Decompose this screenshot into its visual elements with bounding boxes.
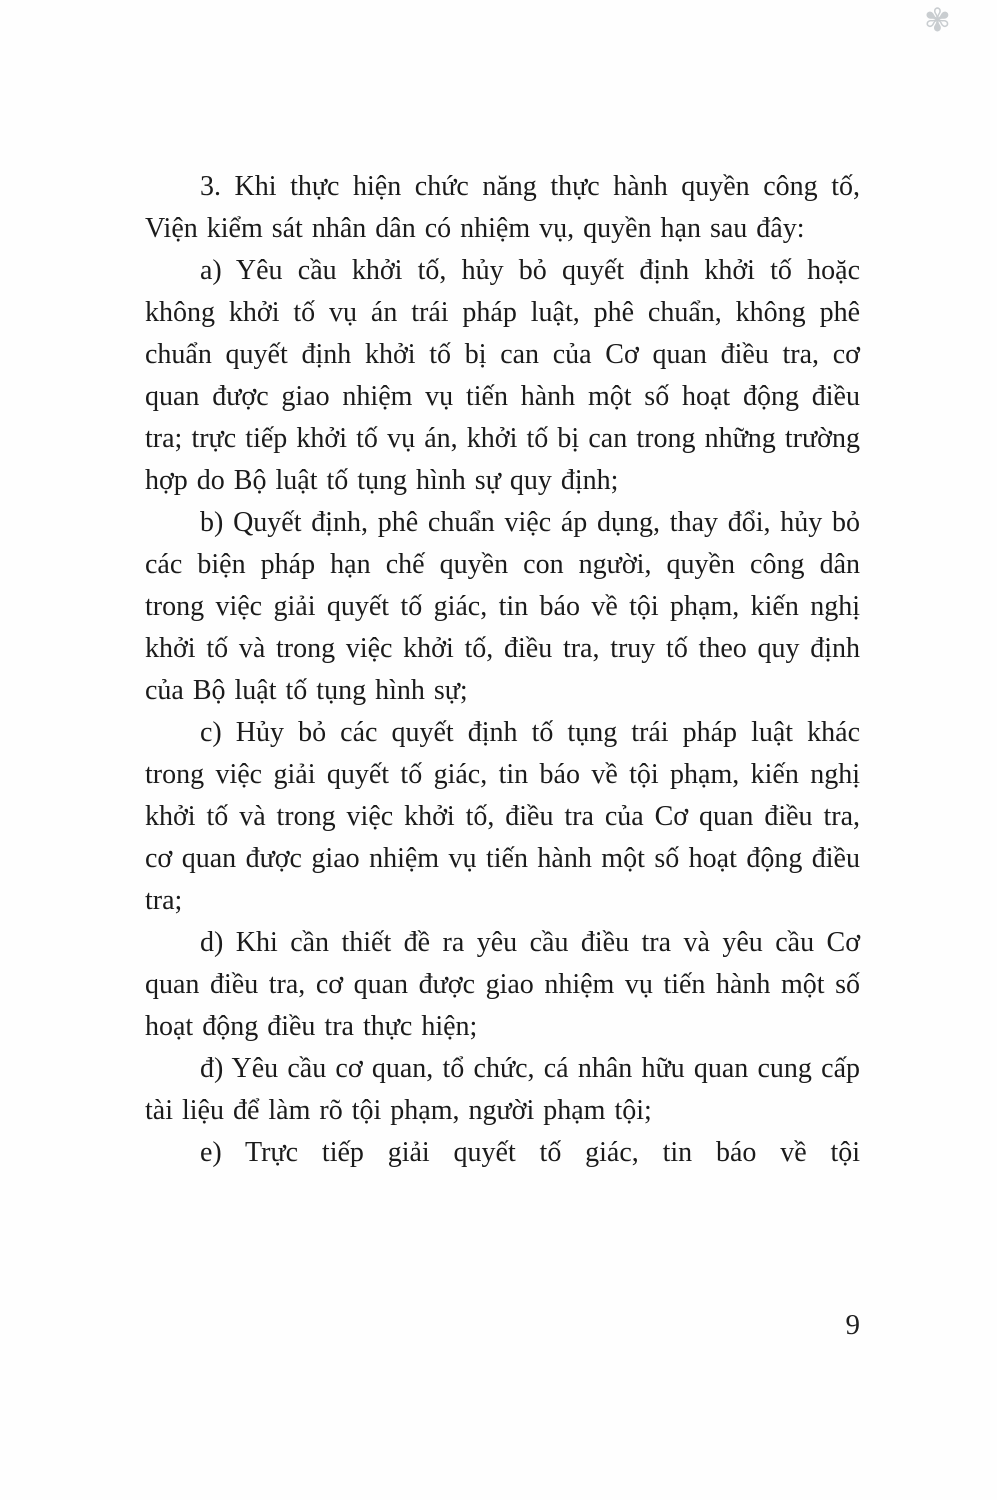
flower-ornament-icon: ✾ <box>924 2 951 38</box>
paragraph-point-a: a) Yêu cầu khởi tố, hủy bỏ quyết định khởi tố hoặc không khởi tố vụ án trái pháp luật, phê chuẩn, không phê chuẩn quyết định khởi tố bị can của Cơ quan điều tra, cơ quan được giao nhiệm vụ tiến hành một số hoạt động điều tra; trực tiếp khởi tố vụ án, khởi tố bị can trong những trường hợp do Bộ luật tố tụng hình sự quy định; <box>145 255 860 496</box>
paragraph-point-dd: đ) Yêu cầu cơ quan, tổ chức, cá nhân hữu quan cung cấp tài liệu để làm rõ tội phạm, người phạm tội; <box>145 1053 860 1126</box>
page-body <box>145 166 860 1174</box>
paragraph-point-b: b) Quyết định, phê chuẩn việc áp dụng, thay đổi, hủy bỏ các biện pháp hạn chế quyền con người, quyền công dân trong việc giải quyết tố giác, tin báo về tội phạm, kiến nghị khởi tố và trong việc khởi tố, điều tra, truy tố theo quy định của Bộ luật tố tụng hình sự; <box>145 507 860 706</box>
paragraph-point-e: e) Trực tiếp giải quyết tố giác, tin báo về tội <box>200 1137 860 1168</box>
paragraph-point-d: d) Khi cần thiết đề ra yêu cầu điều tra và yêu cầu Cơ quan điều tra, cơ quan được giao nhiệm vụ tiến hành một số hoạt động điều tra thực hiện; <box>145 927 860 1042</box>
page-number: 9 <box>845 1309 860 1341</box>
paragraph-clause-3: 3. Khi thực hiện chức năng thực hành quyền công tố, Viện kiểm sát nhân dân có nhiệm vụ, quyền hạn sau đây: <box>145 171 860 244</box>
paragraph-point-c: c) Hủy bỏ các quyết định tố tụng trái pháp luật khác trong việc giải quyết tố giác, tin báo về tội phạm, kiến nghị khởi tố và trong việc khởi tố, điều tra của Cơ quan điều tra, cơ quan được giao nhiệm vụ tiến hành một số hoạt động điều tra; <box>145 717 860 916</box>
